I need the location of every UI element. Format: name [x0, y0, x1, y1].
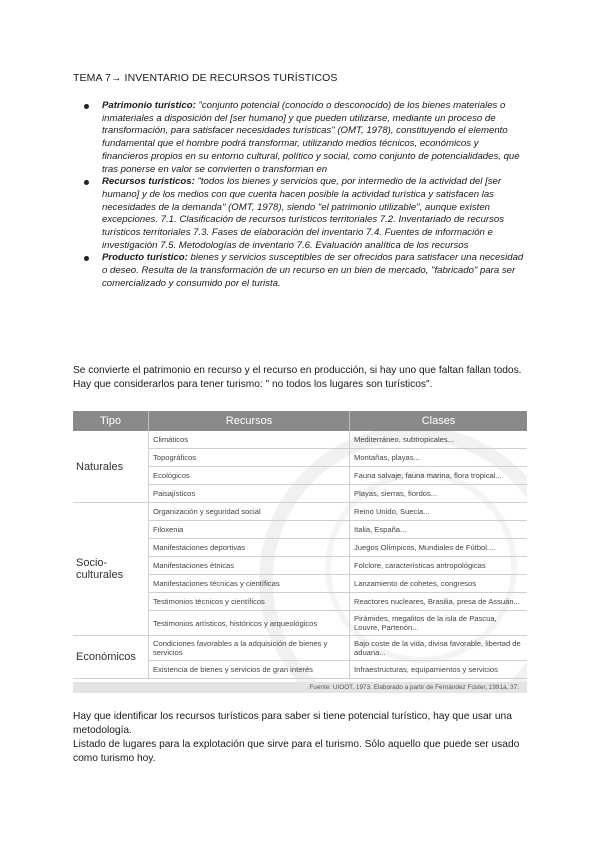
group-socioculturales: Socio-culturales: [73, 503, 149, 636]
class-cell: Juegos Olímpicos, Mundiales de Fútbol....: [350, 539, 528, 557]
resource-cell: Topográficos: [149, 449, 350, 467]
group-economicos: Económicos: [73, 636, 149, 679]
class-cell: Pirámides, megalitos de la isla de Pascua, Louvre, Partenón...: [350, 611, 528, 636]
resource-cell: Testimonios técnicos y científicos: [149, 593, 350, 611]
resource-cell: Manifestaciones técnicas y científicas: [149, 575, 350, 593]
definition: "todos los bienes y servicios que, por intermedio de la actividad del [ser humano] y de los medios con que cuenta hacen posible la actividad turística y satisfacen las necesidades de la demanda" (OMT, 1978), siendo "el patrimonio utilizable", aunque existen excepciones. 7.1. Clasificación de recursos turísticos territoriales 7.2. Inventariado de recursos turísticos territoriales 7.3. Fases de elaboración del inventario 7.4. Fuentes de información e investigación 7.5. Metodologías de inventario 7.6. Evaluación analítica de los recursos: [102, 176, 505, 251]
class-cell: Fauna salvaje, fauna marina, flora tropical...: [350, 467, 528, 485]
paragraph: Hay que identificar los recursos turísticos para saber si tiene potencial turístico, hay que usar una metodología.: [73, 711, 512, 737]
resource-cell: Climáticos: [149, 431, 350, 449]
list-item: [84, 100, 524, 176]
page-title: TEMA 7→ INVENTARIO DE RECURSOS TURÍSTICOS: [73, 72, 338, 84]
list-item: [84, 176, 524, 252]
class-cell: Italia, España...: [350, 521, 528, 539]
definition: "conjunto potencial (conocido o desconocido) de los bienes materiales o inmateriales a disposición del [ser humano] y que pueden utilizarse, mediante un proceso de transformación, para satisfacer necesidades turísticas" (OMT, 1978), constituyendo el elemento fundamental que el hombre podrá transformar, utilizando medios técnicos, económicos y financieros propios en su entorno cultural, político y social, como conjunto de potencialidades, que tras ponerse en valor se convierten o transforman en: [102, 100, 520, 175]
table-source: Fuente: UIOOT, 1973. Elaborado a partir de Fernández Fúster, 1991a, 37.: [309, 684, 519, 691]
term: Patrimonio turístico:: [102, 100, 196, 111]
resource-cell: Condiciones favorables a la adquisición de bienes y servicios: [149, 636, 350, 661]
term: Producto turístico:: [102, 252, 188, 264]
resource-cell: Existencia de bienes y servicios de gran interés: [149, 661, 350, 679]
resource-cell: Manifestaciones deportivas: [149, 539, 350, 557]
definition: bienes y servicios susceptibles de ser ofrecidos para satisfacer una necesidad o deseo. Resulta de la transformación de un recurso en un bien de mercado, "fabricado" para ser comercializado y consumido por el turista.: [102, 252, 524, 289]
resource-cell: Testimonios artísticos, históricos y arqueológicos: [149, 611, 350, 636]
definitions-list: [84, 100, 524, 291]
header-clases: Clases: [350, 411, 528, 431]
header-recursos: Recursos: [149, 411, 350, 431]
class-cell: Folclore, características antropológicas: [350, 557, 528, 575]
bullet-icon: [84, 180, 89, 185]
class-cell: Mediterráneo, subtropicales...: [350, 431, 528, 449]
resource-cell: Paisajísticos: [149, 485, 350, 503]
list-item: [84, 252, 524, 290]
class-cell: Reino Unido, Suecia...: [350, 503, 528, 521]
group-naturales: Naturales: [73, 431, 149, 503]
bullet-icon: [84, 104, 89, 109]
table-row: [73, 431, 527, 449]
resource-cell: Organización y seguridad social: [149, 503, 350, 521]
resource-cell: Manifestaciones étnicas: [149, 557, 350, 575]
class-cell: Reactores nucleares, Brasilia, presa de Assuán...: [350, 593, 528, 611]
header-tipo: Tipo: [73, 411, 149, 431]
resource-cell: Filoxenia: [149, 521, 350, 539]
bullet-icon: [84, 256, 89, 261]
class-cell: Infraestructuras, equipamientos y servicios: [350, 661, 528, 679]
class-cell: Playas, sierras, fiordos...: [350, 485, 528, 503]
paragraph: Se convierte el patrimonio en recurso y el recurso en producción, si hay uno que faltan fallan todos. Hay que considerarlos para tener turismo: " no todos los lugares son turísticos".: [73, 365, 522, 391]
resources-table: [73, 411, 527, 679]
class-cell: Montañas, playas...: [350, 449, 528, 467]
class-cell: Lanzamiento de cohetes, congresos: [350, 575, 528, 593]
table-row: [73, 636, 527, 661]
resources-table-figure: [73, 411, 527, 693]
resource-cell: Ecológicos: [149, 467, 350, 485]
term: Recursos turísticos:: [102, 176, 195, 188]
paragraph: Listado de lugares para la explotación que sirve para el turismo. Sólo aquello que puede ser usado como turismo hoy.: [73, 739, 520, 765]
class-cell: Bajo coste de la vida, divisa favorable, libertad de aduana...: [350, 636, 528, 661]
table-row: [73, 503, 527, 521]
